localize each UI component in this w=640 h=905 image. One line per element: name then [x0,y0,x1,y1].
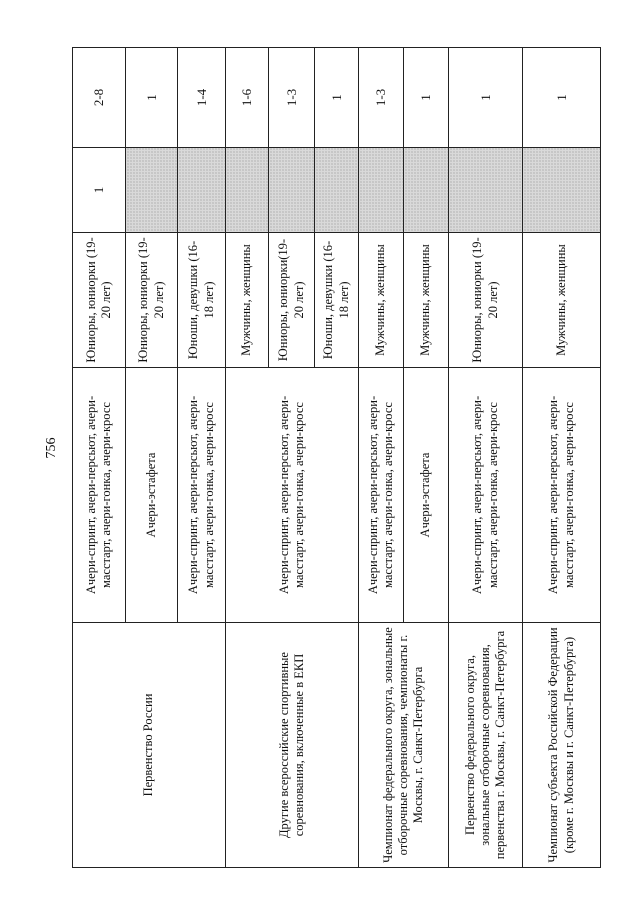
category-cell: Мужчины, женщины [359,233,404,368]
category-cell: Юниоры, юниорки (19-20 лет) [126,233,178,368]
shaded-cell [404,148,449,233]
shaded-cell [126,148,178,233]
table-row [523,48,601,868]
category-cell: Мужчины, женщины [404,233,449,368]
discipline-cell: Ачери-спринт, ачери-персьют, ачери-масстарт, ачери-гонка, ачери-кросс [523,368,601,623]
discipline-cell: Ачери-спринт, ачери-персьют, ачери-масстарт, ачери-гонка, ачери-кросс [226,368,359,623]
page-number: 756 [44,437,59,459]
place-cell: 1-3 [269,48,315,148]
category-cell: Юниоры, юниорки (19-20 лет) [73,233,126,368]
discipline-cell: Ачери-спринт, ачери-персьют, ачери-масстарт, ачери-гонка, ачери-кросс [359,368,404,623]
place-cell: 2-8 [73,48,126,148]
shaded-cell [269,148,315,233]
event-cell: Первенство России [73,623,226,868]
place-cell: 1-4 [178,48,226,148]
shaded-cell [178,148,226,233]
category-cell: Юноши, девушки (16-18 лет) [315,233,359,368]
shaded-cell [359,148,404,233]
discipline-cell: Ачери-спринт, ачери-персьют, ачери-масстарт, ачери-гонка, ачери-кросс [178,368,226,623]
place-cell: 1 [449,48,523,148]
place-cell: 1-3 [359,48,404,148]
category-cell: Юноши, девушки (16-18 лет) [178,233,226,368]
category-cell: Мужчины, женщины [523,233,601,368]
event-cell: Чемпионат субъекта Российской Федерации (кроме г. Москвы и г. Санкт-Петербурга) [523,623,601,868]
category-cell: Мужчины, женщины [226,233,269,368]
place-cell: 1-6 [226,48,269,148]
table-row [73,48,126,868]
discipline-cell: Ачери-эстафета [404,368,449,623]
shaded-cell [226,148,269,233]
place-cell: 1 [523,48,601,148]
discipline-cell: Ачери-эстафета [126,368,178,623]
team-cell: 1 [73,148,126,233]
event-cell: Чемпионат федерального округа, зональные отборочные соревнования, чемпионаты г. Москвы, г. Санкт-Петербурга [359,623,449,868]
place-cell: 1 [315,48,359,148]
shaded-cell [523,148,601,233]
event-cell: Другие всероссийские спортивные соревнования, включенные в ЕКП [226,623,359,868]
category-cell: Юниоры, юниорки (19-20 лет) [449,233,523,368]
table-row [449,48,523,868]
rotated-table-wrapper [72,48,600,868]
discipline-cell: Ачери-спринт, ачери-персьют, ачери-масстарт, ачери-гонка, ачери-кросс [73,368,126,623]
table-row [359,48,404,868]
shaded-cell [315,148,359,233]
ranking-table [72,47,601,868]
shaded-cell [449,148,523,233]
event-cell: Первенство федерального округа, зональные отборочные соревнования, первенства г. Москвы, г. Санкт-Петербурга [449,623,523,868]
place-cell: 1 [404,48,449,148]
category-cell: Юниоры, юниорки(19-20 лет) [269,233,315,368]
table-row [226,48,269,868]
place-cell: 1 [126,48,178,148]
discipline-cell: Ачери-спринт, ачери-персьют, ачери-масстарт, ачери-гонка, ачери-кросс [449,368,523,623]
